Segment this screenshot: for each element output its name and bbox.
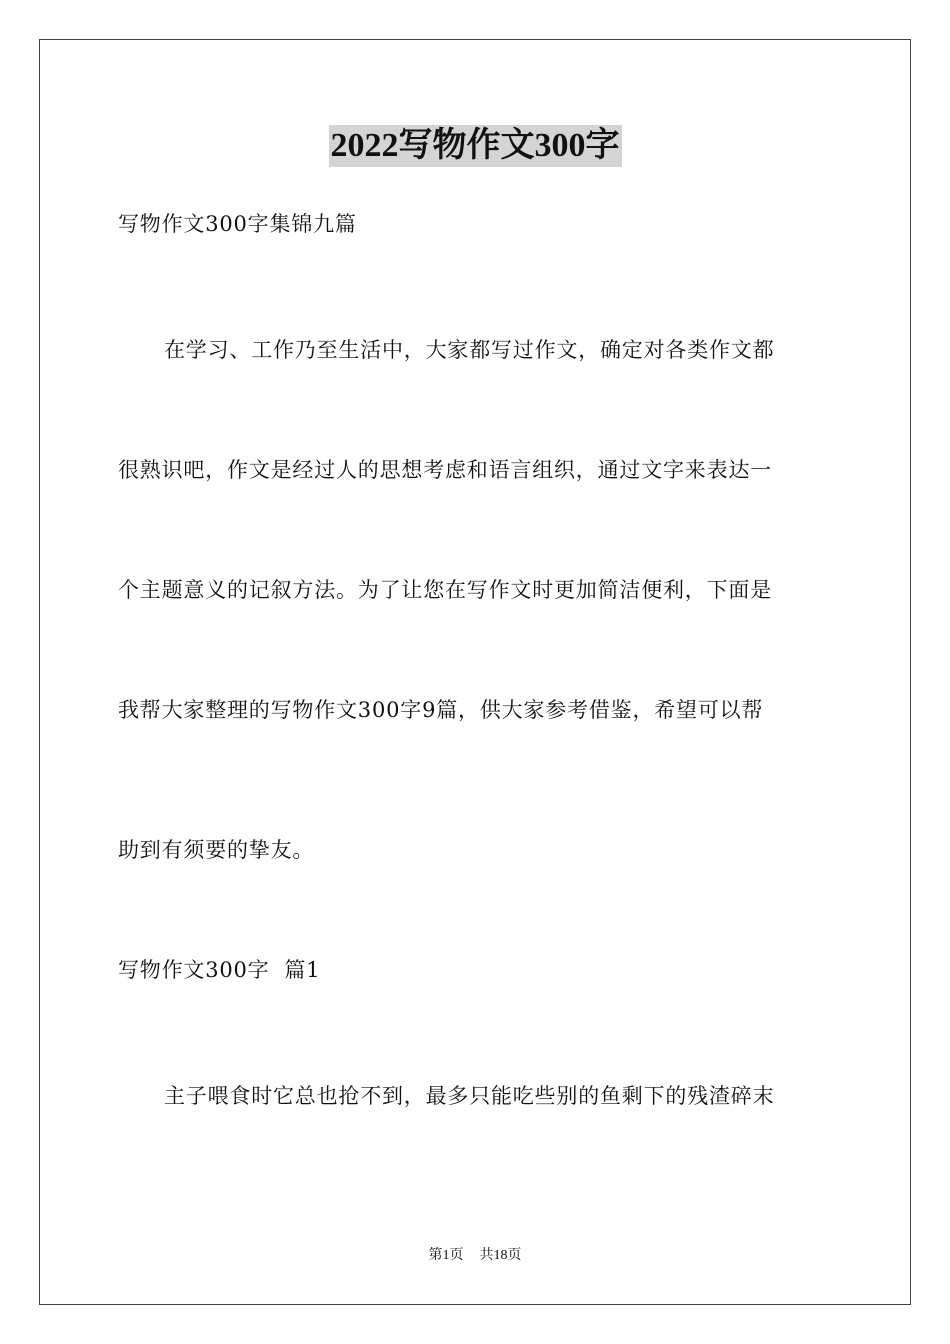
page-number: 第1页	[428, 1248, 464, 1263]
section-paragraph-line-1: 主子喂食时它总也抢不到，最多只能吃些别的鱼剩下的残渣碎末	[164, 1084, 775, 1108]
section-heading: 写物作文300字 篇1	[118, 958, 321, 982]
intro-line-4: 我帮大家整理的写物作文300字9篇，供大家参考借鉴，希望可以帮	[118, 698, 764, 722]
page-footer	[0, 1246, 950, 1266]
intro-line-3: 个主题意义的记叙方法。为了让您在写作文时更加简洁便利，下面是	[118, 578, 772, 602]
document-subtitle: 写物作文300字集锦九篇	[118, 212, 357, 236]
title-container	[0, 125, 950, 167]
intro-line-5: 助到有须要的挚友。	[118, 838, 315, 862]
intro-line-2: 很熟识吧，作文是经过人的思想考虑和语言组织，通过文字来表达一	[118, 458, 772, 482]
document-title: 2022写物作文300字	[329, 125, 622, 167]
intro-line-1: 在学习、工作乃至生活中，大家都写过作文，确定对各类作文都	[164, 338, 775, 362]
page-total: 共18页	[479, 1248, 522, 1263]
